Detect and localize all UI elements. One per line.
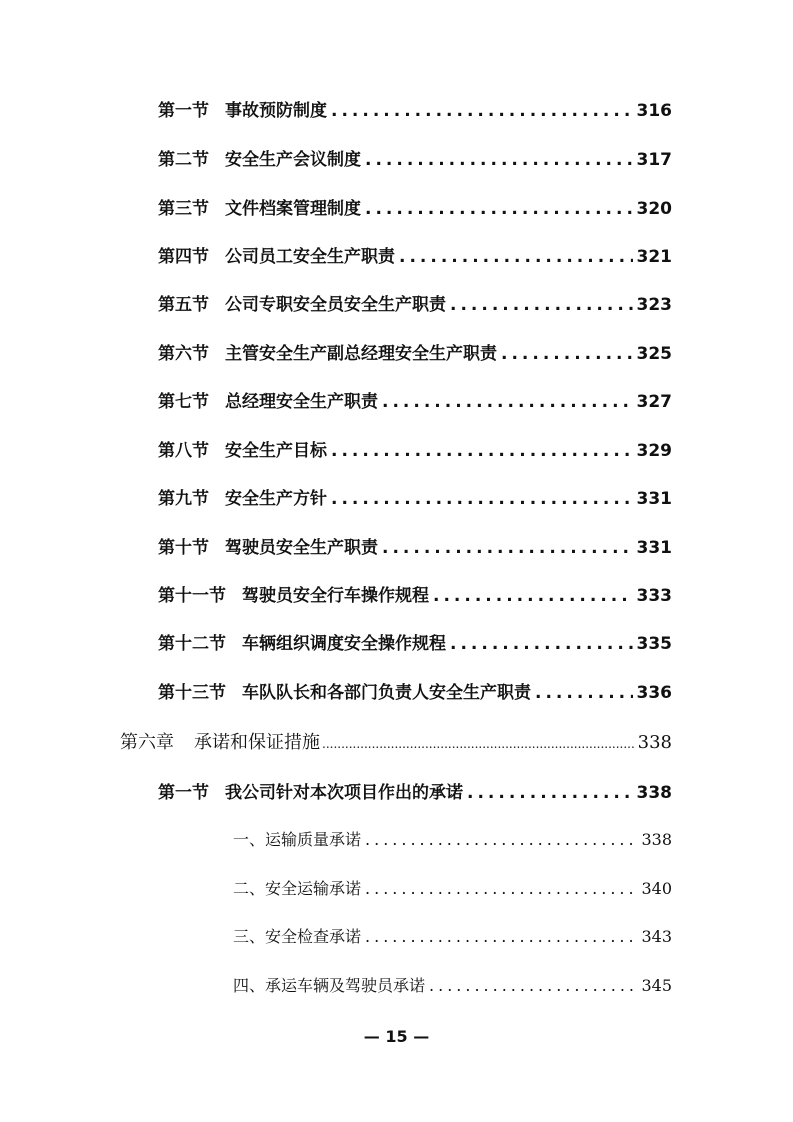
toc-subitem[interactable] <box>233 827 672 850</box>
page-number: — 15 — <box>363 1027 430 1046</box>
toc-entry-page: 331 <box>636 538 672 558</box>
dot-leader <box>331 101 633 121</box>
toc-entry-title: 我公司针对本次项目作出的承诺 <box>225 783 463 803</box>
toc-entry-page: 336 <box>636 683 672 703</box>
toc-entry-title: 安全生产方针 <box>225 489 327 509</box>
toc-entry-page: 317 <box>636 150 672 170</box>
toc-entry-title: 安全生产会议制度 <box>225 150 361 170</box>
dot-leader <box>399 247 633 267</box>
toc-entry[interactable] <box>158 778 672 803</box>
toc-entry-title: 公司员工安全生产职责 <box>225 247 395 267</box>
dot-leader <box>365 927 637 946</box>
toc-entry[interactable] <box>158 484 672 509</box>
toc-subitem-title: 二、安全运输承诺 <box>233 879 362 898</box>
toc-entry-label: 第二节 <box>158 150 209 170</box>
toc-entry-title: 总经理安全生产职责 <box>225 392 378 412</box>
dot-leader <box>322 737 636 751</box>
toc-entry[interactable] <box>158 96 672 121</box>
toc-entry-title: 公司专职安全员安全生产职责 <box>225 295 446 315</box>
dot-leader <box>535 683 633 703</box>
dot-leader <box>450 634 633 654</box>
toc-entry-title: 车队队长和各部门负责人安全生产职责 <box>242 683 531 703</box>
toc-subitem[interactable] <box>233 924 672 947</box>
toc-entry-title: 驾驶员安全生产职责 <box>225 538 378 558</box>
toc-entry-title: 事故预防制度 <box>225 101 327 121</box>
toc-entry-title: 主管安全生产副总经理安全生产职责 <box>225 344 497 364</box>
dot-leader <box>365 879 637 898</box>
toc-subitem[interactable] <box>233 973 672 996</box>
toc-chapter-page: 338 <box>637 732 672 753</box>
toc-entry-label: 第十一节 <box>158 586 226 606</box>
toc-entry[interactable] <box>158 194 672 219</box>
toc-entry[interactable] <box>158 339 672 364</box>
dot-leader <box>382 392 633 412</box>
toc-entry-page: 316 <box>636 101 672 121</box>
dot-leader <box>331 489 633 509</box>
dot-leader <box>382 538 633 558</box>
toc-entry-label: 第六节 <box>158 344 209 364</box>
toc-subitem-page: 338 <box>641 830 672 849</box>
toc-subitem-page: 340 <box>641 879 672 898</box>
dot-leader <box>365 150 633 170</box>
dot-leader <box>501 344 633 364</box>
toc-entry-page: 338 <box>636 783 672 803</box>
toc-entry[interactable] <box>158 387 672 412</box>
toc-subitem-title: 三、安全检查承诺 <box>233 927 362 946</box>
toc-entry[interactable] <box>158 533 672 558</box>
dot-leader <box>450 295 633 315</box>
toc-entry[interactable] <box>158 145 672 170</box>
dot-leader <box>429 976 637 995</box>
toc-entry-label: 第一节 <box>158 783 209 803</box>
toc-entry-page: 333 <box>636 586 672 606</box>
toc-entry-page: 321 <box>636 247 672 267</box>
toc-entry-page: 331 <box>636 489 672 509</box>
dot-leader <box>365 199 633 219</box>
toc-subitem[interactable] <box>233 876 672 899</box>
toc-entry-title: 驾驶员安全行车操作规程 <box>242 586 429 606</box>
toc-entry-label: 第十三节 <box>158 683 226 703</box>
toc-entry-label: 第十节 <box>158 538 209 558</box>
dot-leader <box>365 830 637 849</box>
dot-leader <box>467 783 633 803</box>
toc-entry-page: 320 <box>636 199 672 219</box>
toc-entry-page: 325 <box>636 344 672 364</box>
toc-entry-label: 第八节 <box>158 441 209 461</box>
toc-entry-page: 335 <box>636 634 672 654</box>
toc-entry-label: 第十二节 <box>158 634 226 654</box>
toc-entry-label: 第九节 <box>158 489 209 509</box>
toc-entry[interactable] <box>158 581 672 606</box>
toc-entry[interactable] <box>158 629 672 654</box>
dot-leader <box>331 441 633 461</box>
toc-chapter-label: 第六章 <box>120 732 174 753</box>
toc-entry[interactable] <box>158 678 672 703</box>
toc-entry-title: 文件档案管理制度 <box>225 199 361 219</box>
toc-entry-label: 第五节 <box>158 295 209 315</box>
toc-chapter-title: 承诺和保证措施 <box>194 732 320 753</box>
toc-entry-title: 安全生产目标 <box>225 441 327 461</box>
toc-subitem-page: 345 <box>641 976 672 995</box>
toc-subitem-title: 一、运输质量承诺 <box>233 830 362 849</box>
toc-entry-label: 第三节 <box>158 199 209 219</box>
toc-entry[interactable] <box>158 436 672 461</box>
toc-entry-page: 323 <box>636 295 672 315</box>
toc-chapter-entry[interactable] <box>120 728 672 754</box>
toc-entry-page: 329 <box>636 441 672 461</box>
toc-subitem-title: 四、承运车辆及驾驶员承诺 <box>233 976 426 995</box>
toc-subitem-page: 343 <box>641 927 672 946</box>
toc-entry-label: 第七节 <box>158 392 209 412</box>
toc-entry-page: 327 <box>636 392 672 412</box>
toc-entry[interactable] <box>158 290 672 315</box>
toc-entry-title: 车辆组织调度安全操作规程 <box>242 634 446 654</box>
dot-leader <box>433 586 633 606</box>
toc-entry-label: 第一节 <box>158 101 209 121</box>
toc-entry[interactable] <box>158 242 672 267</box>
toc-entry-label: 第四节 <box>158 247 209 267</box>
